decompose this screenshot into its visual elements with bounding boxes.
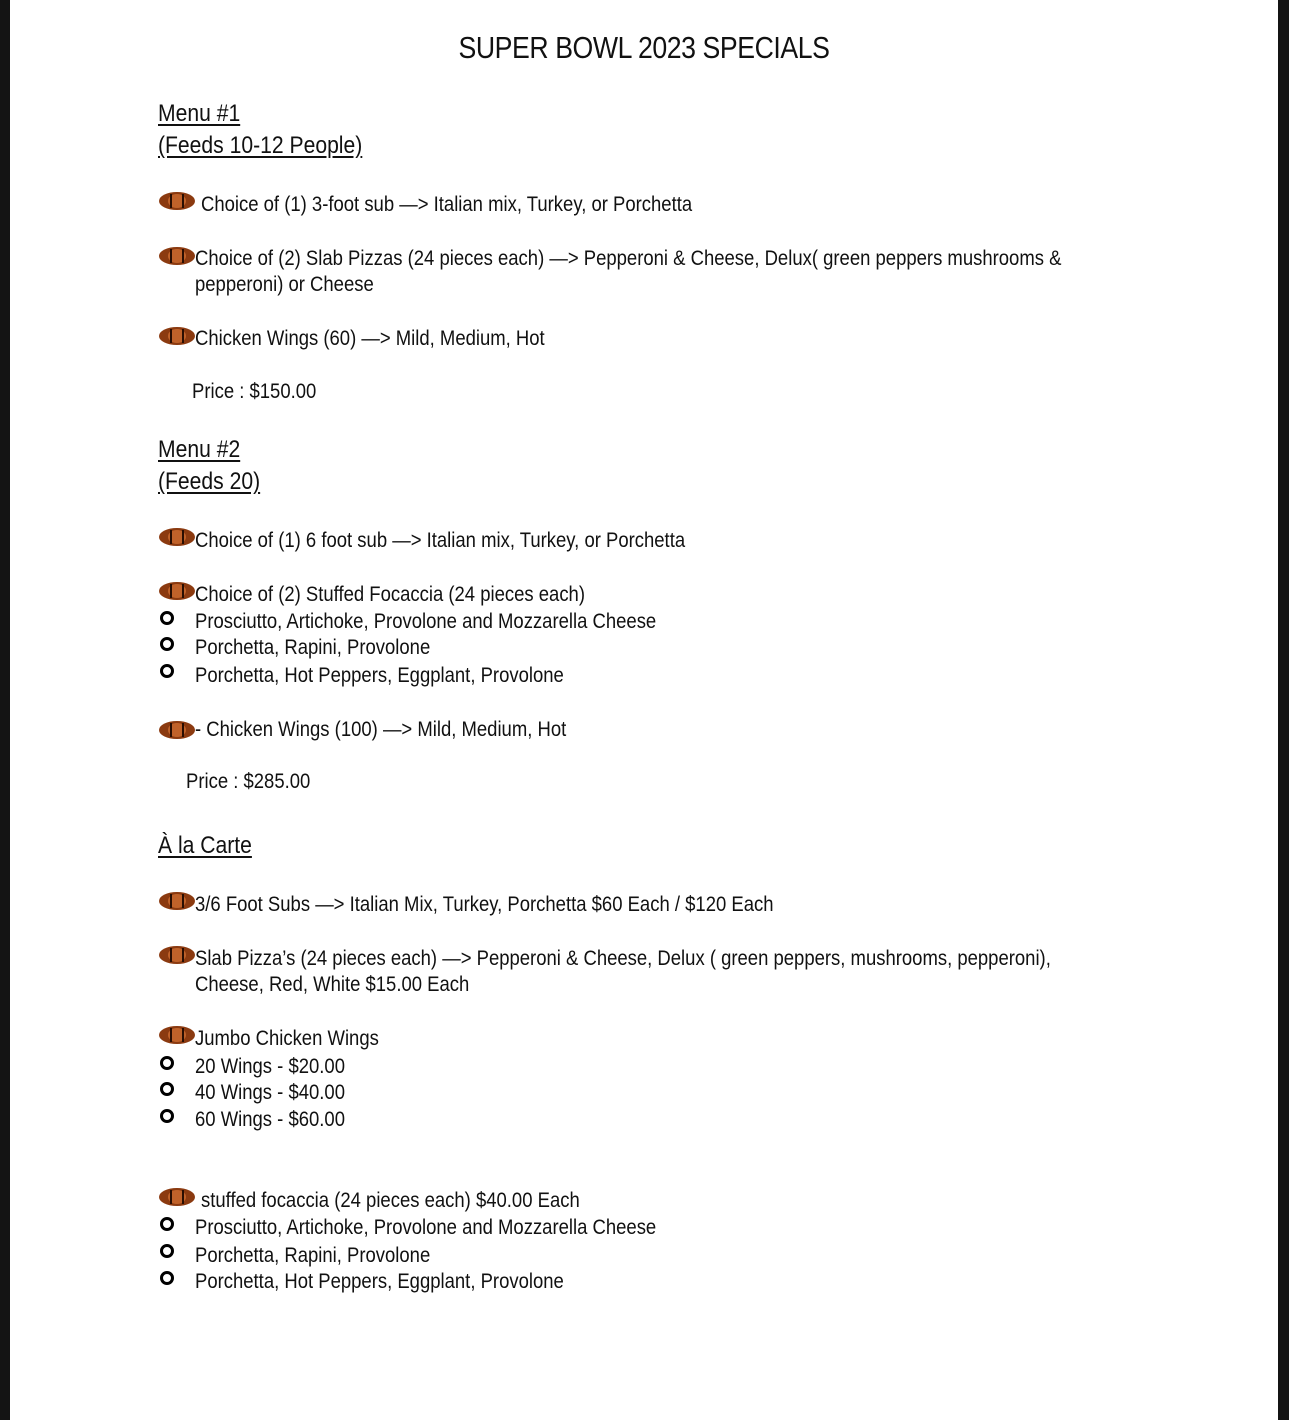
- circle-bullet-icon: [160, 1217, 174, 1231]
- football-icon: [158, 191, 196, 211]
- football-icon: [158, 581, 196, 601]
- menu2-heading: Menu #2: [158, 436, 241, 463]
- menu2-item-wings: - Chicken Wings (100) —> Mild, Medium, Hot: [195, 718, 567, 741]
- menu2-price: Price : $285.00: [186, 770, 311, 793]
- wings-option: 20 Wings - $20.00: [195, 1055, 345, 1078]
- circle-bullet-icon: [160, 1271, 174, 1285]
- circle-bullet-icon: [160, 1109, 174, 1123]
- menu1-subheading: (Feeds 10-12 People): [158, 132, 363, 159]
- alacarte-item-wings: Jumbo Chicken Wings: [195, 1027, 379, 1050]
- circle-bullet-icon: [160, 1082, 174, 1096]
- wings-option: 40 Wings - $40.00: [195, 1081, 345, 1104]
- football-icon: [158, 945, 196, 965]
- alacarte-item-focaccia: stuffed focaccia (24 pieces each) $40.00 Each: [201, 1189, 580, 1212]
- page-title: SUPER BOWL 2023 SPECIALS: [458, 30, 830, 65]
- menu1-item-sub: Choice of (1) 3-foot sub —> Italian mix, Turkey, or Porchetta: [201, 193, 693, 216]
- football-icon: [158, 891, 196, 911]
- football-icon: [158, 1187, 196, 1207]
- focaccia-option: Porchetta, Rapini, Provolone: [195, 1244, 431, 1267]
- menu2-option: Porchetta, Rapini, Provolone: [195, 636, 431, 659]
- focaccia-option: Porchetta, Hot Peppers, Eggplant, Provolone: [195, 1270, 564, 1293]
- circle-bullet-icon: [160, 611, 174, 625]
- circle-bullet-icon: [160, 1244, 174, 1258]
- menu1-item-wings: Chicken Wings (60) —> Mild, Medium, Hot: [195, 327, 545, 350]
- alacarte-item-pizza: Slab Pizza’s (24 pieces each) —> Pepperoni & Cheese, Delux ( green peppers, mushrooms, pepperoni), Cheese, Red, White $15.00 Each: [195, 947, 1051, 996]
- menu-page: [10, 0, 1278, 1420]
- menu2-option: Prosciutto, Artichoke, Provolone and Mozzarella Cheese: [195, 610, 657, 633]
- circle-bullet-icon: [160, 1056, 174, 1070]
- focaccia-option: Prosciutto, Artichoke, Provolone and Mozzarella Cheese: [195, 1216, 657, 1239]
- alacarte-item-subs: 3/6 Foot Subs —> Italian Mix, Turkey, Porchetta $60 Each / $120 Each: [195, 893, 774, 916]
- wings-option: 60 Wings - $60.00: [195, 1108, 345, 1131]
- menu1-price: Price : $150.00: [192, 380, 317, 403]
- menu1-item-pizza: Choice of (2) Slab Pizzas (24 pieces each) —> Pepperoni & Cheese, Delux( green peppers mushrooms & pepperoni) or Cheese: [195, 247, 1062, 296]
- football-icon: [158, 720, 196, 740]
- menu1-heading: Menu #1: [158, 100, 241, 127]
- circle-bullet-icon: [160, 664, 174, 678]
- circle-bullet-icon: [160, 637, 174, 651]
- menu2-subheading: (Feeds 20): [158, 468, 261, 495]
- football-icon: [158, 1025, 196, 1045]
- football-icon: [158, 326, 196, 346]
- menu2-option: Porchetta, Hot Peppers, Eggplant, Provolone: [195, 664, 564, 687]
- menu2-item-focaccia: Choice of (2) Stuffed Focaccia (24 pieces each): [195, 583, 586, 606]
- alacarte-heading: À la Carte: [158, 832, 252, 859]
- football-icon: [158, 246, 196, 266]
- menu2-item-sub: Choice of (1) 6 foot sub —> Italian mix, Turkey, or Porchetta: [195, 529, 686, 552]
- football-icon: [158, 527, 196, 547]
